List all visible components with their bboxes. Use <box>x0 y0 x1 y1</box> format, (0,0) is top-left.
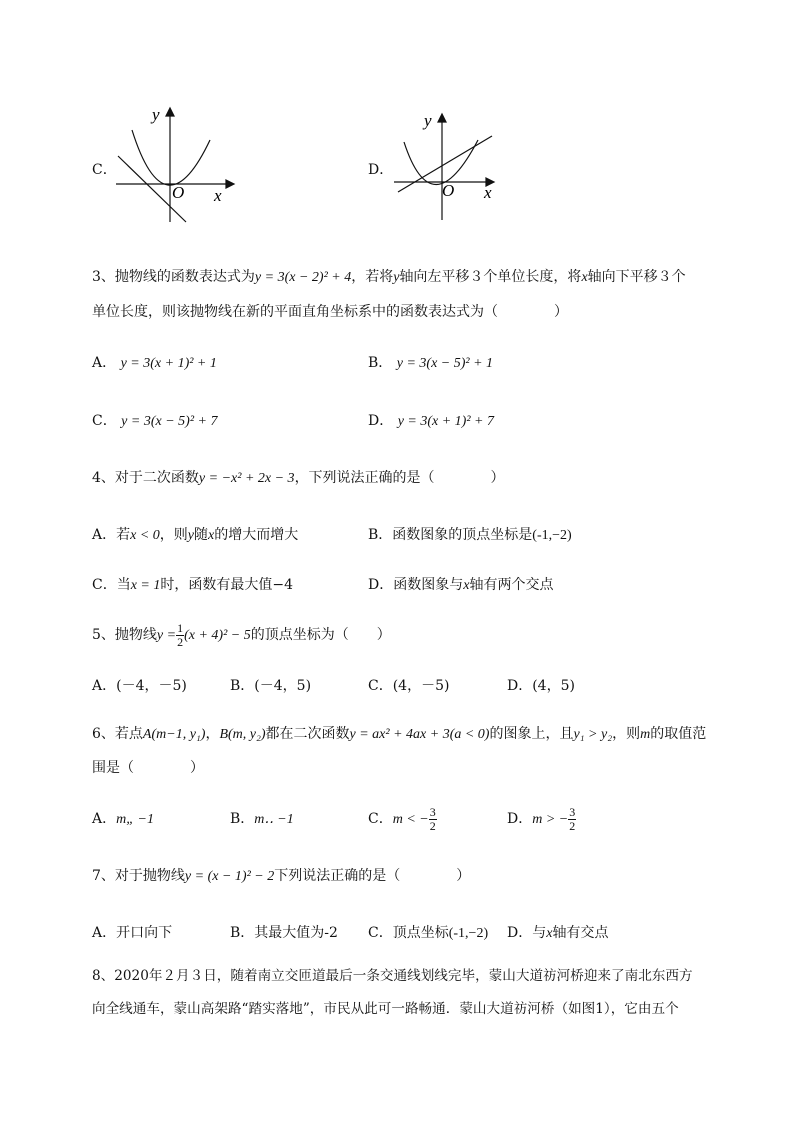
axis-label-y: y <box>424 111 432 130</box>
x-axis-arrow-icon <box>226 180 234 188</box>
q6-option-c[interactable]: C．m < − $\frac{3}{2}$ <box>368 804 436 833</box>
axis-label-y: y <box>152 105 160 124</box>
q5-option-b[interactable]: B．(－4，5) <box>230 678 312 694</box>
q7-option-b[interactable]: B．其最大值为-2 <box>230 925 338 941</box>
origin-label: O <box>172 183 185 202</box>
q4-stem: 4、对于二次函数y = −x² + 2x − 3，下列说法正确的是（ ） <box>92 470 505 486</box>
q2-option-d-label: D． <box>368 162 394 178</box>
q5-option-c[interactable]: C．(4，－5) <box>368 678 450 694</box>
q3-stem-line2: 单位长度，则该抛物线在新的平面直角坐标系中的函数表达式为（ ） <box>92 304 568 320</box>
q6-stem-line1: 6、若点A(m−1, y₁)，B(m, y₂)都在二次函数y = ax² + 4ax + 3(a < 0)的图象上，且y₁ > y₂，则m的取值范 <box>92 726 707 742</box>
q8-stem-line1: 8、2020年２月３日，随着南立交匝道最后一条交通线划线完毕，蒙山大道祊河桥迎来了南北东西方 <box>92 968 693 984</box>
q4-option-d[interactable]: D．函数图象与x轴有两个交点 <box>368 577 554 593</box>
y-axis-arrow-icon <box>166 108 174 116</box>
q5-option-d[interactable]: D．(4，5) <box>507 678 575 694</box>
axis-label-x: x <box>484 183 492 202</box>
q7-option-a[interactable]: A．开口向下 <box>92 925 173 941</box>
q6-option-a[interactable]: A．m„ −1 <box>92 811 154 827</box>
q3-option-a[interactable]: A． y = 3(x + 1)² + 1 <box>92 355 217 371</box>
q7-option-c[interactable]: C．顶点坐标(-1,−2) <box>368 925 489 941</box>
q5-stem: 5、抛物线y = $\frac{1}{2}$ (x + 4)² − 5的顶点坐标为（ ） <box>92 620 391 649</box>
q6-option-b[interactable]: B．m‥ −1 <box>230 811 294 827</box>
q3-option-b[interactable]: B． y = 3(x − 5)² + 1 <box>368 355 494 371</box>
q7-option-d[interactable]: D．与x轴有交点 <box>507 925 609 941</box>
q6-stem-line2: 围是（ ） <box>92 760 204 776</box>
q2-option-c-label: C． <box>92 162 117 178</box>
y-axis-arrow-icon <box>438 114 446 122</box>
parabola-curve <box>132 130 210 185</box>
q4-option-a[interactable]: A．若x < 0，则y随x的增大而增大 <box>92 527 299 543</box>
q7-stem: 7、对于抛物线y = (x − 1)² − 2下列说法正确的是（ ） <box>92 868 471 884</box>
q3-option-c[interactable]: C． y = 3(x − 5)² + 7 <box>92 413 218 429</box>
q6-option-d[interactable]: D．m > − $\frac{3}{2}$ <box>507 804 576 833</box>
q4-option-c[interactable]: C．当x = 1时，函数有最大值−4 <box>92 577 294 593</box>
q3-option-d[interactable]: D． y = 3(x + 1)² + 7 <box>368 413 494 429</box>
parabola-curve <box>404 140 478 185</box>
q2-graph-d <box>390 108 510 228</box>
q5-option-a[interactable]: A．(－4，－5) <box>92 678 187 694</box>
q4-option-b[interactable]: B．函数图象的顶点坐标是(-1,−2) <box>368 527 572 543</box>
q5-fraction: $\frac{1}{2}$ <box>177 620 184 649</box>
q2-graph-c <box>110 100 240 230</box>
q8-stem-line2: 向全线通车，蒙山高架路“踏实落地”，市民从此可一路畅通．蒙山大道祊河桥（如图1），它由五个 <box>92 1001 679 1017</box>
axis-label-x: x <box>214 186 222 205</box>
origin-label: O <box>442 181 455 200</box>
q3-stem-line1: 3、抛物线的函数表达式为y = 3(x − 2)² + 4，若将y轴向左平移３个单位长度，将x轴向下平移３个 <box>92 269 686 285</box>
